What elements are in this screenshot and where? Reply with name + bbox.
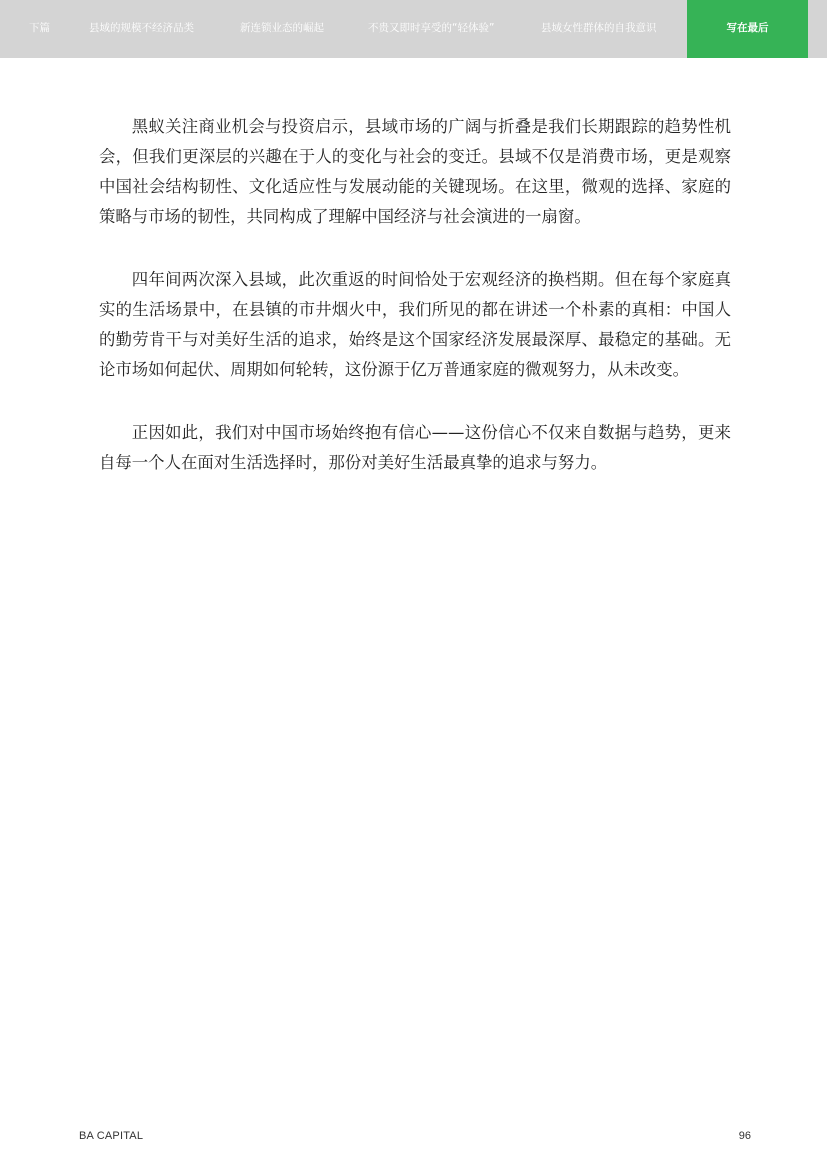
- nav-tab-female-self-awareness[interactable]: 县域女性群体的自我意识: [541, 22, 657, 34]
- article-body: [99, 112, 731, 511]
- nav-tab-new-chain-formats[interactable]: 新连锁业态的崛起: [240, 22, 324, 34]
- nav-tab-diseconomies-of-scale[interactable]: 县域的规模不经济品类: [89, 22, 194, 34]
- footer-brand: BA CAPITAL: [79, 1130, 144, 1142]
- nav-tab-light-experience[interactable]: 不贵又即时享受的“轻体验”: [368, 22, 495, 34]
- paragraph: 黑蚁关注商业机会与投资启示，县域市场的广阔与折叠是我们长期跟踪的趋势性机会，但我们更深层的兴趣在于人的变化与社会的变迁。县域不仅是消费市场，更是观察中国社会结构韧性、文化适应性与发展动能的关键现场。在这里，微观的选择、家庭的策略与市场的韧性，共同构成了理解中国经济与社会演进的一扇窗。: [99, 117, 731, 226]
- paragraph: 四年间两次深入县域，此次重返的时间恰处于宏观经济的换档期。但在每个家庭真实的生活场景中，在县镇的市井烟火中，我们所见的都在讲述一个朴素的真相：中国人的勤劳肯干与对美好生活的追求，始终是这个国家经济发展最深厚、最稳定的基础。无论市场如何起伏、周期如何轮转，这份源于亿万普通家庭的微观努力，从未改变。: [99, 270, 731, 379]
- section-nav-bar: [0, 0, 827, 58]
- nav-tab-part-two[interactable]: 下篇: [29, 22, 50, 34]
- paragraph: 正因如此，我们对中国市场始终抱有信心——这份信心不仅来自数据与趋势，更来自每一个人在面对生活选择时，那份对美好生活最真挚的追求与努力。: [99, 423, 731, 472]
- nav-tab-afterword[interactable]: 写在最后: [687, 0, 808, 58]
- page-number: 96: [738, 1130, 751, 1142]
